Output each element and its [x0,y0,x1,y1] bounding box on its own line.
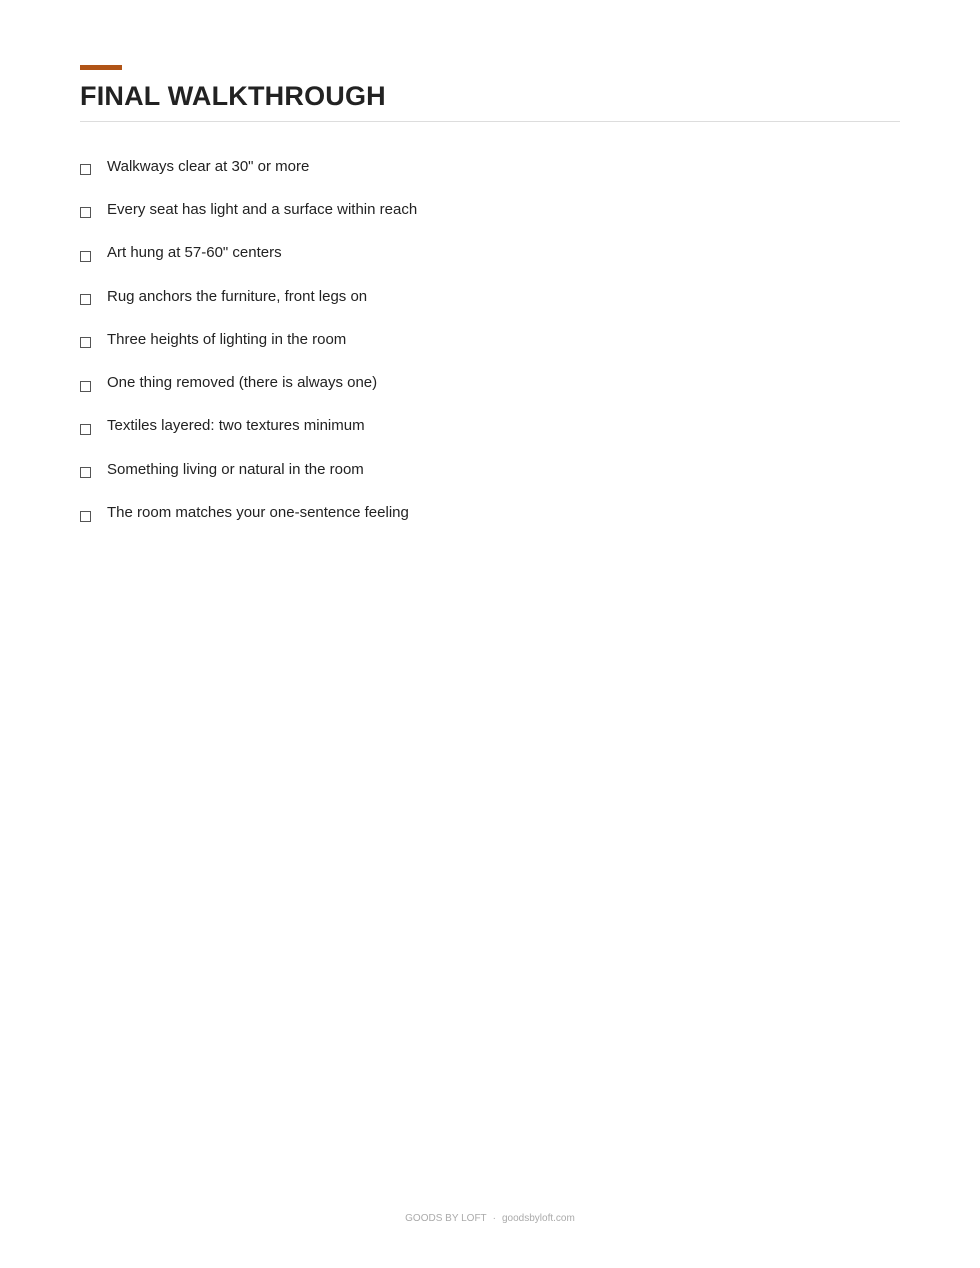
checklist-item-label: Rug anchors the furniture, front legs on [107,287,368,305]
footer-separator: · [492,1213,496,1224]
checkbox-icon[interactable] [80,467,91,478]
checklist-item-label: One thing removed (there is always one) [107,374,378,392]
footer-brand: GOODS BY LOFT [405,1213,487,1224]
title-accent-bar [80,65,122,70]
checklist-item-art[interactable] [80,233,417,276]
checklist-item-label: Textiles layered: two textures minimum [107,417,365,435]
checkbox-icon[interactable] [80,337,91,348]
checklist-item-living[interactable] [80,449,417,492]
checkbox-icon[interactable] [80,381,91,392]
checklist-item-feeling[interactable] [80,492,417,535]
checklist-item-label: The room matches your one-sentence feeling [107,504,409,522]
checklist-item-rug[interactable] [80,276,417,319]
title-divider [80,121,900,122]
checklist-item-label: Walkways clear at 30" or more [107,157,310,175]
checklist-item-label: Three heights of lighting in the room [107,330,347,348]
checklist-item-label: Every seat has light and a surface within reach [107,200,418,218]
footer-website-link[interactable]: goodsbyloft.com [502,1213,575,1224]
page-title: FINAL WALKTHROUGH [80,81,386,111]
checkbox-icon[interactable] [80,294,91,305]
checklist-item-label: Art hung at 57-60" centers [107,244,282,262]
walkthrough-checklist [80,146,417,536]
checklist-item-textiles[interactable] [80,406,417,449]
checkbox-icon[interactable] [80,164,91,175]
checkbox-icon[interactable] [80,424,91,435]
page-footer [0,1212,980,1226]
checkbox-icon[interactable] [80,251,91,262]
checklist-item-seating[interactable] [80,189,417,232]
checklist-item-lighting[interactable] [80,319,417,362]
checklist-item-label: Something living or natural in the room [107,460,364,478]
checkbox-icon[interactable] [80,207,91,218]
checklist-item-remove-one[interactable] [80,362,417,405]
checklist-item-walkways[interactable] [80,146,417,189]
checkbox-icon[interactable] [80,511,91,522]
